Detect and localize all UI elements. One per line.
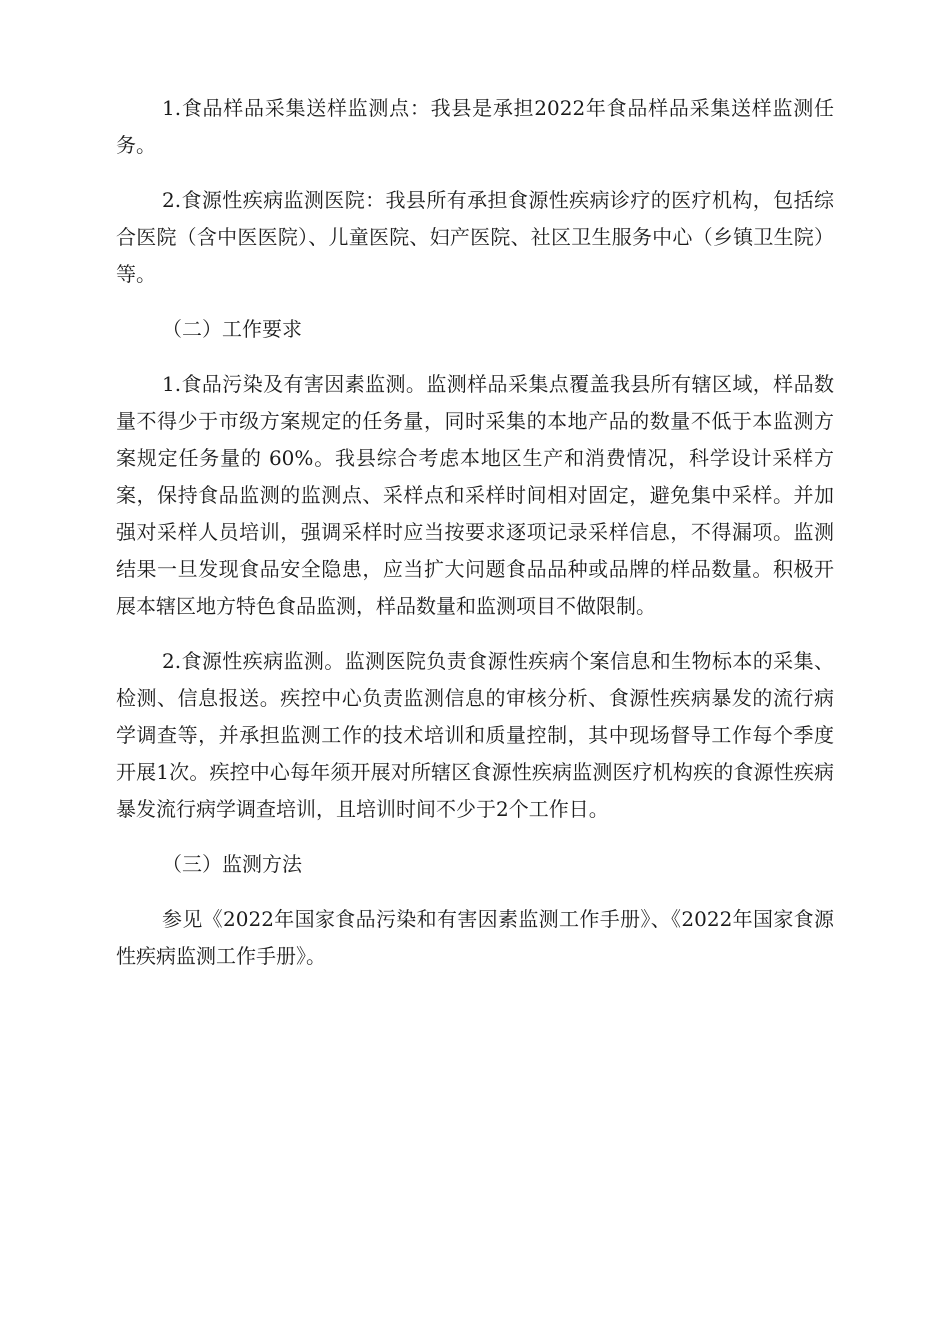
paragraph-contamination-monitoring: 1.食品污染及有害因素监测。监测样品采集点覆盖我县所有辖区域，样品数量不得少于市级方案规定的任务量，同时采集的本地产品的数量不低于本监测方案规定任务量的 60%。我县综合考虑本地区生产和消费情况，科学设计采样方案，保持食品监测的监测点、采样点和采样时间相对固定，避免集中采样。并加强对采样人员培训，强调采样时应当按要求逐项记录采样信息，不得漏项。监测结果一旦发现食品安全隐患，应当扩大问题食品品种或品牌的样品数量。积极开展本辖区地方特色食品监测，样品数量和监测项目不做限制。: [116, 372, 834, 618]
section-heading-work-requirements: （二）工作要求: [162, 317, 302, 341]
section-heading-monitoring-methods: （三）监测方法: [162, 852, 302, 876]
paragraph-foodborne-disease-monitoring: 2.食源性疾病监测。监测医院负责食源性疾病个案信息和生物标本的采集、检测、信息报送。疾控中心负责监测信息的审核分析、食源性疾病暴发的流行病学调查等，并承担监测工作的技术培训和质量控制，其中现场督导工作每个季度开展1次。疾控中心每年须开展对所辖区食源性疾病监测医疗机构疾的食源性疾病暴发流行病学调查培训，且培训时间不少于2个工作日。: [116, 649, 834, 821]
paragraph-monitoring-hospitals: 2.食源性疾病监测医院：我县所有承担食源性疾病诊疗的医疗机构，包括综合医院（含中医医院）、儿童医院、妇产医院、社区卫生服务中心（乡镇卫生院）等。: [116, 188, 834, 286]
paragraph-sampling-points: 1.食品样品采集送样监测点：我县是承担2022年食品样品采集送样监测任务。: [116, 96, 834, 157]
paragraph-reference-manuals: 参见《2022年国家食品污染和有害因素监测工作手册》、《2022年国家食源性疾病监测工作手册》。: [116, 907, 834, 968]
document-body: [116, 90, 834, 993]
